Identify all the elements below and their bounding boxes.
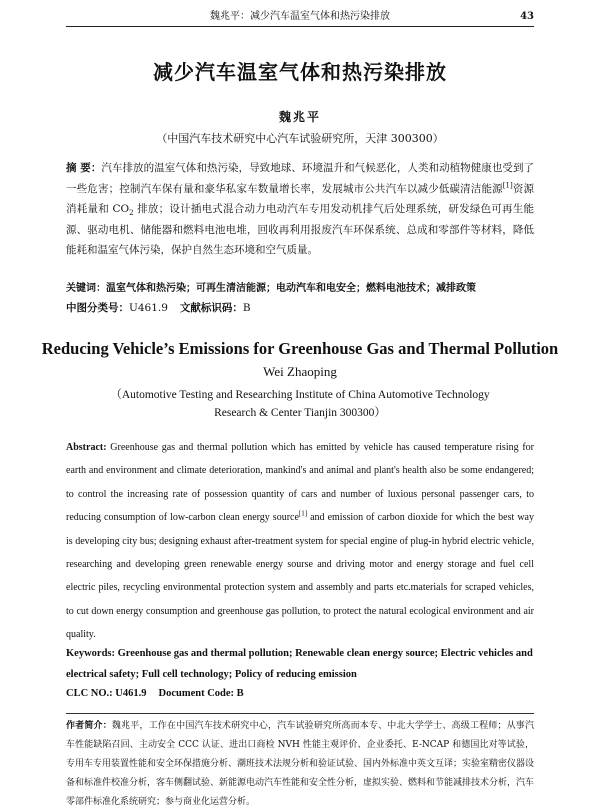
abstract-chinese-text-2: 资源消耗量和 CO bbox=[66, 182, 535, 215]
abstract-chinese-text-3: 排放；设计插电式混合动力电动汽车专用发动机排气后处理系统，研发绿色可再生能源、驱动电机、储能器和燃料电池电堆，回收再利用报废汽车环保系统、总成和零部件等材料，降低能耗和温室气体污染，保护自然生态环境和空气质量。 bbox=[66, 203, 534, 256]
doc-code-chinese: B bbox=[242, 302, 251, 314]
co2-subscript: 2 bbox=[129, 209, 134, 218]
keywords-label-english: Keywords: bbox=[66, 648, 115, 659]
clc-value-chinese: U461.9 bbox=[129, 302, 168, 314]
affiliation-chinese: （中国汽车技术研究中心汽车试验研究所，天津 300300） bbox=[156, 132, 444, 145]
author-footnote bbox=[66, 717, 535, 807]
abstract-chinese bbox=[66, 158, 534, 261]
author-chinese: 魏兆平 bbox=[278, 110, 321, 124]
clc-english: CLC NO.: U461.9 bbox=[66, 688, 147, 699]
abstract-english-text-1: Greenhouse gas and thermal pollution which has emitted by vehicle has caused temperature rising for earth and environment and climate deterioration, mankind's and animal and plant's health also be some endangered; to control the increasing rate of possession quantity of cars and number of luxious personal passenger cars, to reducing consumption of low-carbon clean energy source bbox=[66, 442, 534, 524]
author-english: Wei Zhaoping bbox=[263, 364, 337, 379]
reference-marker: [1] bbox=[502, 181, 513, 189]
reference-marker-english: [1] bbox=[298, 509, 308, 518]
title-english: Reducing Vehicle’s Emissions for Greenhouse Gas and Thermal Pollution bbox=[41, 339, 559, 358]
doc-code-english: Document Code: B bbox=[158, 688, 244, 699]
abstract-chinese-text-1: 汽车排放的温室气体和热污染，导致地球、环境温升和气候恶化，人类和动植物健康也受到了一些危害；控制汽车保有量和豪华私家车数量增长率，发展城市公共汽车以减少低碳清洁能源 bbox=[66, 162, 535, 195]
keywords-english-text: Greenhouse gas and thermal pollution; Renewable clean energy source; Electric vehicles and electrical safety; Full cell technology; Policy of reducing emission bbox=[66, 648, 533, 680]
title-chinese: 减少汽车温室气体和热污染排放 bbox=[153, 60, 447, 84]
abstract-english bbox=[66, 436, 534, 647]
abstract-english-text-2: and emission of carbon dioxide for which the best way is developing city bus; designing exhaust after-treatment system for special engine of plug-in hybrid electric vehicle, researching and developing green renewable energy sourse and driving motor and energy storage and fuel cell electric piles, recycling environmental protection system and assembly and parts etc.materials for scraped vehicles, to cut down energy consumption and greenhouse gas pollution, to protect the natural ecological environment and air quality. bbox=[66, 512, 534, 641]
footnote-text: 魏兆平，工作在中国汽车技术研究中心，汽车试验研究所高而本专、中北大学学士、高级工程师；从事汽车性能缺陷召回、主动安全 CCC 认证、进出口商检 NVH 性能主观评价、企业委托、E-NCAP 和德国比对等试验，专用车专用装置性能和安全环保措施分析、潮班技术法规分析和验证试验、国内外标准中英文互译；实验室精密仪器设备和标准件校准分析，客车侧翻试验、新能源电动汽车性能和安全性分析，虚拟实验、燃料和节能减排技术分析，汽车零部件标准化系统研究；参与商业化运营分析。 bbox=[66, 721, 535, 807]
running-header bbox=[66, 10, 534, 27]
running-title: 魏兆平：减少汽车温室气体和热污染排放 bbox=[210, 11, 390, 22]
affiliation-english: （Automotive Testing and Researching Institute of China Automotive Technology Research & Center Tianjin 300300） bbox=[110, 389, 490, 419]
keywords-chinese bbox=[66, 280, 534, 298]
footnote-label: 作者简介： bbox=[66, 721, 112, 731]
classification-chinese bbox=[66, 299, 534, 317]
clc-label-chinese: 中图分类号： bbox=[66, 302, 129, 314]
abstract-label-english: Abstract: bbox=[66, 442, 107, 453]
keywords-label-chinese: 关键词： bbox=[66, 283, 106, 294]
classification-english bbox=[66, 685, 534, 703]
keywords-chinese-text: 温室气体和热污染；可再生清洁能源；电动汽车和电安全；燃料电池技术；减排政策 bbox=[106, 283, 476, 294]
page-number: 43 bbox=[520, 11, 534, 22]
doc-label-chinese: 文献标识码： bbox=[179, 302, 243, 314]
keywords-english bbox=[66, 643, 534, 685]
footnote-divider bbox=[66, 713, 534, 714]
abstract-label-chinese: 摘 要： bbox=[66, 162, 102, 174]
